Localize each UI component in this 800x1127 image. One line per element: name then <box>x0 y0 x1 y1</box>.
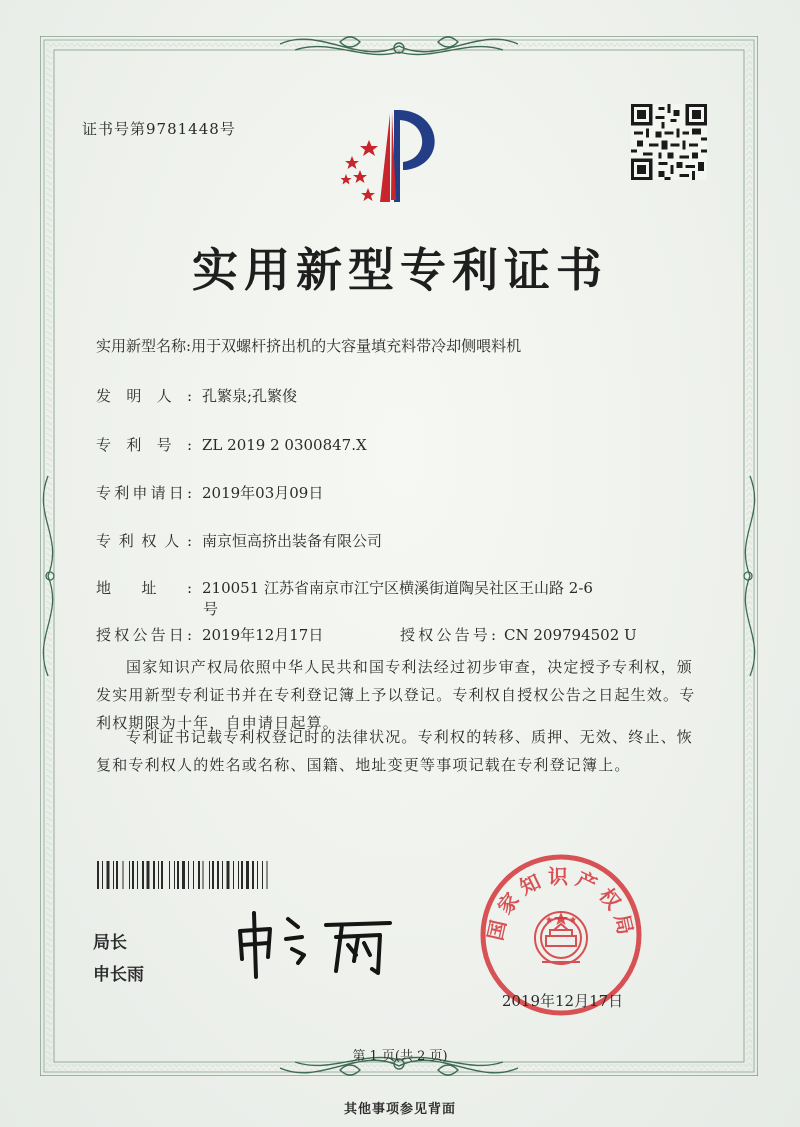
barcode-bar <box>161 861 163 889</box>
barcode-bar <box>246 861 249 889</box>
director-title: 局长 <box>93 933 127 953</box>
field-label: 发明人: <box>96 387 192 405</box>
field-label: 专利号: <box>96 436 192 454</box>
field-utility-model-name <box>96 335 521 357</box>
certificate-title: 实用新型专利证书 <box>192 243 608 297</box>
barcode-bar <box>97 861 99 889</box>
seal-text: 国家知识产权局 <box>483 864 639 943</box>
field-value: 2019年03月09日 <box>202 484 324 502</box>
field-filing-date <box>96 482 323 504</box>
field-label: 专利权人: <box>96 532 192 550</box>
field-grant-number <box>400 624 637 646</box>
barcode-bar <box>267 861 268 889</box>
field-inventor <box>96 385 297 407</box>
barcode-bar <box>116 861 118 889</box>
body-paragraph-2: 专利证书记载专利权登记时的法律状况。专利权的转移、质押、无效、终止、恢复和专利权人的姓名或名称、国籍、地址变更等事项记载在专利登记簿上。 <box>96 728 694 774</box>
director-name: 申长雨 <box>93 965 144 985</box>
barcode-bar <box>252 861 254 889</box>
barcode-bar <box>147 861 150 889</box>
barcode-bar <box>177 861 179 889</box>
field-value: 南京恒高挤出装备有限公司 <box>202 532 383 550</box>
back-note: 其他事项参见背面 <box>343 1102 456 1117</box>
barcode-bar <box>222 861 223 889</box>
barcode-bar <box>107 861 110 889</box>
barcode <box>97 861 327 889</box>
barcode-bar <box>123 861 124 889</box>
barcode-bar <box>212 861 214 889</box>
barcode-bar <box>153 861 155 889</box>
field-address-continued: 号 <box>203 600 219 618</box>
barcode-bar <box>174 861 175 889</box>
cnipa-logo <box>330 108 460 206</box>
barcode-bar <box>262 861 263 889</box>
barcode-bar <box>132 861 134 889</box>
body-paragraph-1: 国家知识产权局依照中华人民共和国专利法经过初步审查，决定授予专利权，颁发实用新型专利证书并在专利登记簿上予以登记。专利权自授权公告之日起生效。专利权期限为十年，自申请日起算。 <box>96 658 696 732</box>
barcode-bar <box>241 861 243 889</box>
field-value: CN 209794502 U <box>504 626 637 644</box>
field-label: 地址: <box>96 579 192 597</box>
barcode-bar <box>238 861 239 889</box>
barcode-bar <box>257 861 258 889</box>
page-number: 第 1 页(共 2 页) <box>352 1049 448 1064</box>
field-label: 授权公告日: <box>96 626 192 644</box>
barcode-bar <box>198 861 200 889</box>
barcode-bar <box>142 861 144 889</box>
barcode-bar <box>129 861 130 889</box>
field-patent-number <box>96 434 367 456</box>
field-patentee <box>96 530 382 552</box>
barcode-bar <box>203 861 204 889</box>
barcode-bar <box>137 861 138 889</box>
barcode-bar <box>113 861 114 889</box>
barcode-bar <box>102 861 103 889</box>
field-value: ZL 2019 2 0300847.X <box>202 436 367 454</box>
field-label: 实用新型名称: <box>96 337 192 355</box>
barcode-bar <box>188 861 189 889</box>
field-value: 孔繁泉;孔繁俊 <box>202 387 298 405</box>
field-label: 专利申请日: <box>96 484 192 502</box>
barcode-bar <box>169 861 170 889</box>
barcode-bar <box>227 861 230 889</box>
field-address <box>96 577 593 599</box>
field-label: 授权公告号: <box>400 626 496 644</box>
field-grant-date <box>96 624 323 646</box>
qr-code <box>631 104 707 180</box>
barcode-bar <box>209 861 210 889</box>
certificate-number: 证书号第9781448号 <box>82 120 236 138</box>
barcode-bar <box>182 861 185 889</box>
seal-date: 2019年12月17日 <box>501 992 624 1010</box>
field-value: 用于双螺杆挤出机的大容量填充料带冷却侧喂料机 <box>191 337 522 355</box>
barcode-bar <box>233 861 234 889</box>
barcode-bar <box>193 861 194 889</box>
field-value: 210051 江苏省南京市江宁区横溪街道陶吴社区王山路 2-6 <box>202 579 593 597</box>
barcode-bar <box>158 861 159 889</box>
director-signature <box>232 905 407 980</box>
field-value: 2019年12月17日 <box>202 626 324 644</box>
barcode-bar <box>217 861 219 889</box>
